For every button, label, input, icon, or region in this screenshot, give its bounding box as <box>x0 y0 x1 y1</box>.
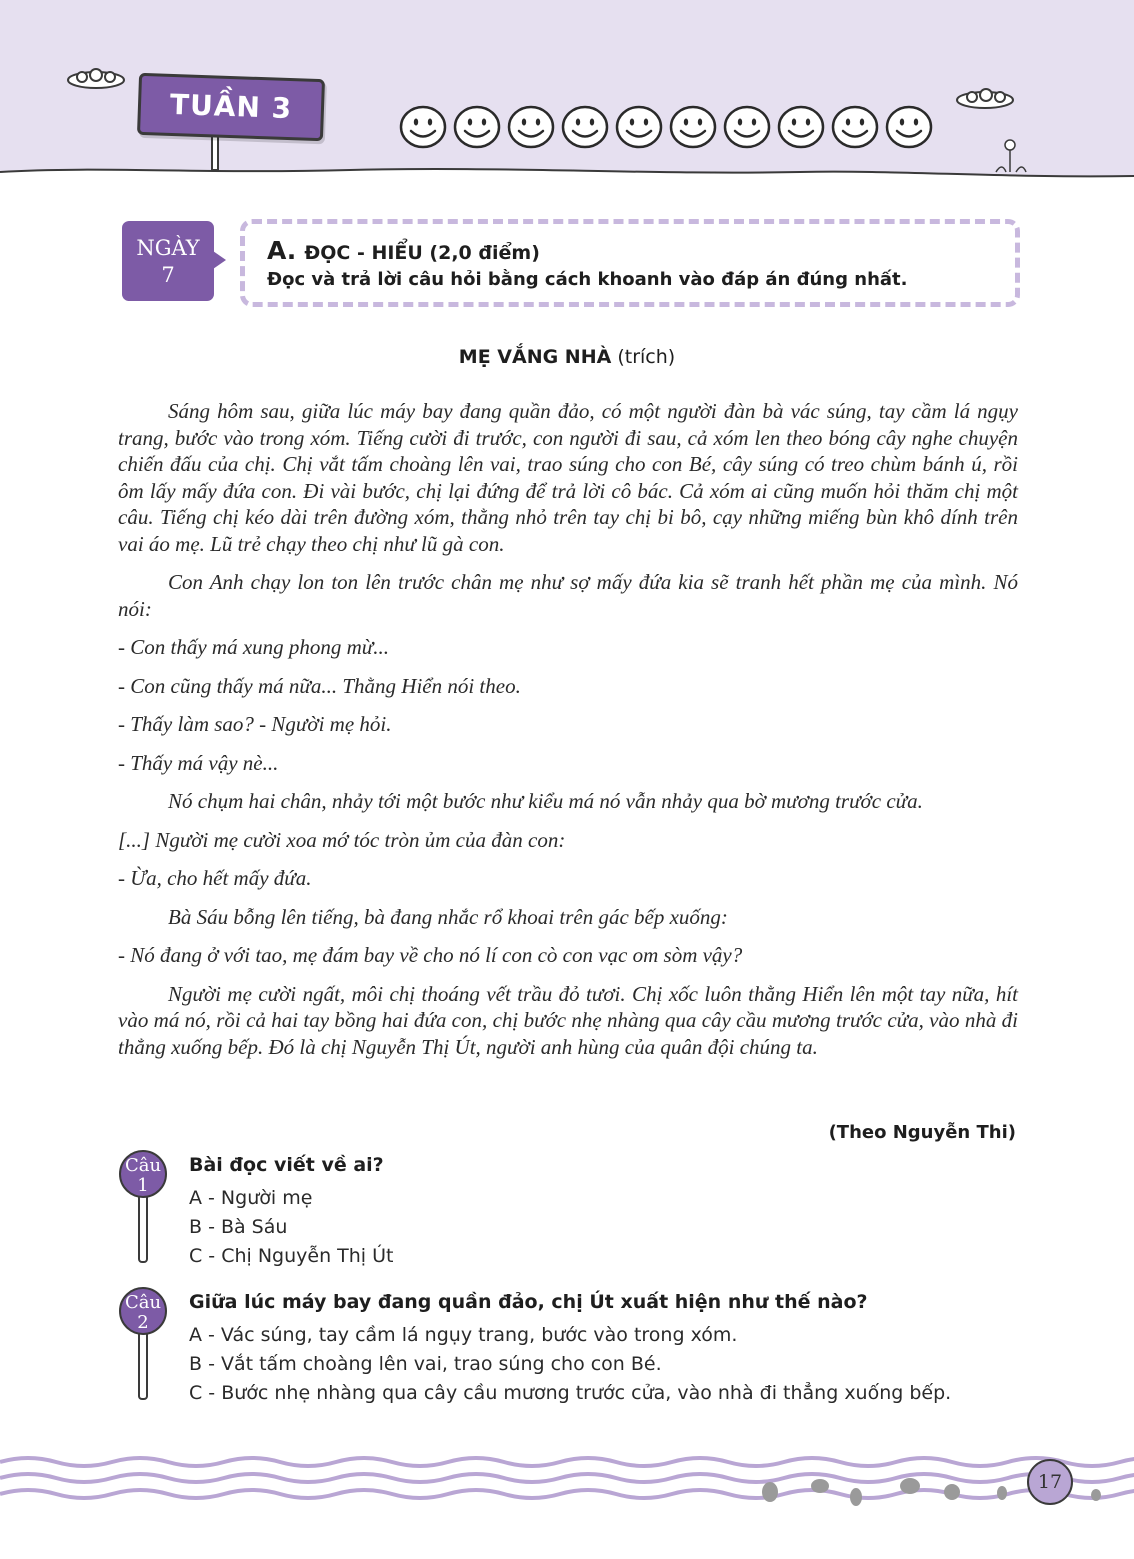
section-letter: A. <box>267 236 297 265</box>
story-paragraph: - Ừa, cho hết mấy đứa. <box>118 866 312 890</box>
smiley-face-icon[interactable] <box>776 104 826 150</box>
smiley-face-icon[interactable] <box>614 104 664 150</box>
question-number-badge <box>117 1156 169 1196</box>
section-title-text: ĐỌC - HIỂU (2,0 điểm) <box>304 242 540 264</box>
story-title-note: (trích) <box>617 346 676 368</box>
smiley-face-icon[interactable] <box>668 104 718 150</box>
answer-option-a[interactable]: A - Vác súng, tay cầm lá ngụy trang, bước vào trong xóm. <box>189 1324 738 1346</box>
question-text: Bài đọc viết về ai? <box>189 1154 384 1176</box>
question-number: 1 <box>137 1175 149 1196</box>
day-badge <box>122 221 214 301</box>
section-header <box>240 219 1020 307</box>
story-paragraph: - Thấy làm sao? - Người mẹ hỏi. <box>118 712 392 736</box>
answer-option-c[interactable]: C - Bước nhẹ nhàng qua cây cầu mương trước cửa, vào nhà đi thẳng xuống bếp. <box>189 1382 952 1404</box>
smiley-face-icon[interactable] <box>722 104 772 150</box>
question-number-badge <box>117 1293 169 1333</box>
answer-option-b[interactable]: B - Vắt tấm choàng lên vai, trao súng cho con Bé. <box>189 1353 662 1375</box>
section-instruction: Đọc và trả lời câu hỏi bằng cách khoanh vào đáp án đúng nhất. <box>267 269 908 290</box>
story-title <box>0 346 1134 368</box>
day-word: NGÀY <box>136 236 200 260</box>
smiley-face-icon[interactable] <box>506 104 556 150</box>
smiley-face-icon[interactable] <box>884 104 934 150</box>
story-paragraph: - Con cũng thấy má nữa... Thằng Hiển nói theo. <box>118 673 521 698</box>
story-paragraph: [...] Người mẹ cười xoa mớ tóc tròn ủm của đàn con: <box>118 827 566 852</box>
day-number: 7 <box>161 263 175 287</box>
answer-option-b[interactable]: B - Bà Sáu <box>189 1216 288 1238</box>
story-body <box>118 398 1018 1060</box>
smiley-face-icon[interactable] <box>452 104 502 150</box>
story-title-text: MẸ VẮNG NHÀ <box>458 346 612 368</box>
smiley-face-icon[interactable] <box>560 104 610 150</box>
week-sign <box>137 73 325 141</box>
question-label: Câu <box>124 1155 162 1176</box>
question-text: Giữa lúc máy bay đang quần đảo, chị Út xuất hiện như thế nào? <box>189 1291 868 1313</box>
story-paragraph: Bà Sáu bỗng lên tiếng, bà đang nhắc rổ khoai trên gác bếp xuống: <box>168 904 728 929</box>
smiley-face-icon[interactable] <box>398 104 448 150</box>
smiley-rating-row <box>398 104 934 150</box>
story-paragraph: - Nó đang ở với tao, mẹ đám bay về cho nó lí con cò con vạc om sòm vậy? <box>118 943 743 967</box>
week-label: TUẦN 3 <box>169 87 293 126</box>
answer-option-a[interactable]: A - Người mẹ <box>189 1187 313 1209</box>
story-paragraph: Nó chụm hai chân, nhảy tới một bước như kiểu má nó vẫn nhảy qua bờ mương trước cửa. <box>168 789 923 813</box>
story-author: (Theo Nguyễn Thi) <box>828 1122 1016 1143</box>
story-paragraph: Người mẹ cười ngất, môi chị thoáng vết trầu đỏ tươi. Chị xốc luôn thằng Hiển lên một tay nữa, hít vào má nó, rồi cả hai tay bồng hai đứa con, chị bước nhẹ nhàng qua cây cầu mương trước cửa, vào nhà đi thẳng xuống bếp. Đó là chị Nguyễn Thị Út, người anh hùng của quân đội chúng ta. <box>118 981 1018 1059</box>
story-paragraph: Sáng hôm sau, giữa lúc máy bay đang quần đảo, có một người đàn bà vác súng, tay cầm lá ngụy trang, bước vào trong xóm. Tiếng cười đi trước, con người đi sau, cả xóm len theo bóng cây nghe chuyện chiến đấu của chị. Chị vắt tấm choàng lên vai, trao súng cho con Bé, cây súng có treo chùm bánh ú, rồi ôm lấy mấy đứa con. Đi vài bước, chị lại đứng để trả lời cô bác. Cả xóm ai cũng muốn hỏi thăm chị một câu. Tiếng chị kéo dài trên đường xóm, thằng nhỏ trên tay chị bi bô, cạy những miếng bùn khô dính trên vai áo mẹ. Lũ trẻ chạy theo chị như lũ gà con. <box>118 399 1018 556</box>
question-number: 2 <box>137 1312 149 1333</box>
story-paragraph: - Thấy má vậy nè... <box>118 750 279 775</box>
smiley-face-icon[interactable] <box>830 104 880 150</box>
story-paragraph: - Con thấy má xung phong mừ... <box>118 635 390 659</box>
question-label: Câu <box>124 1292 162 1313</box>
section-title <box>267 236 995 265</box>
answer-option-c[interactable]: C - Chị Nguyễn Thị Út <box>189 1245 394 1267</box>
page-number: 17 <box>1027 1459 1073 1505</box>
story-paragraph: Con Anh chạy lon ton lên trước chân mẹ như sợ mấy đứa kia sẽ tranh hết phần mẹ của mình. Nó nói: <box>118 570 1018 621</box>
footer-waves <box>0 1440 1134 1559</box>
